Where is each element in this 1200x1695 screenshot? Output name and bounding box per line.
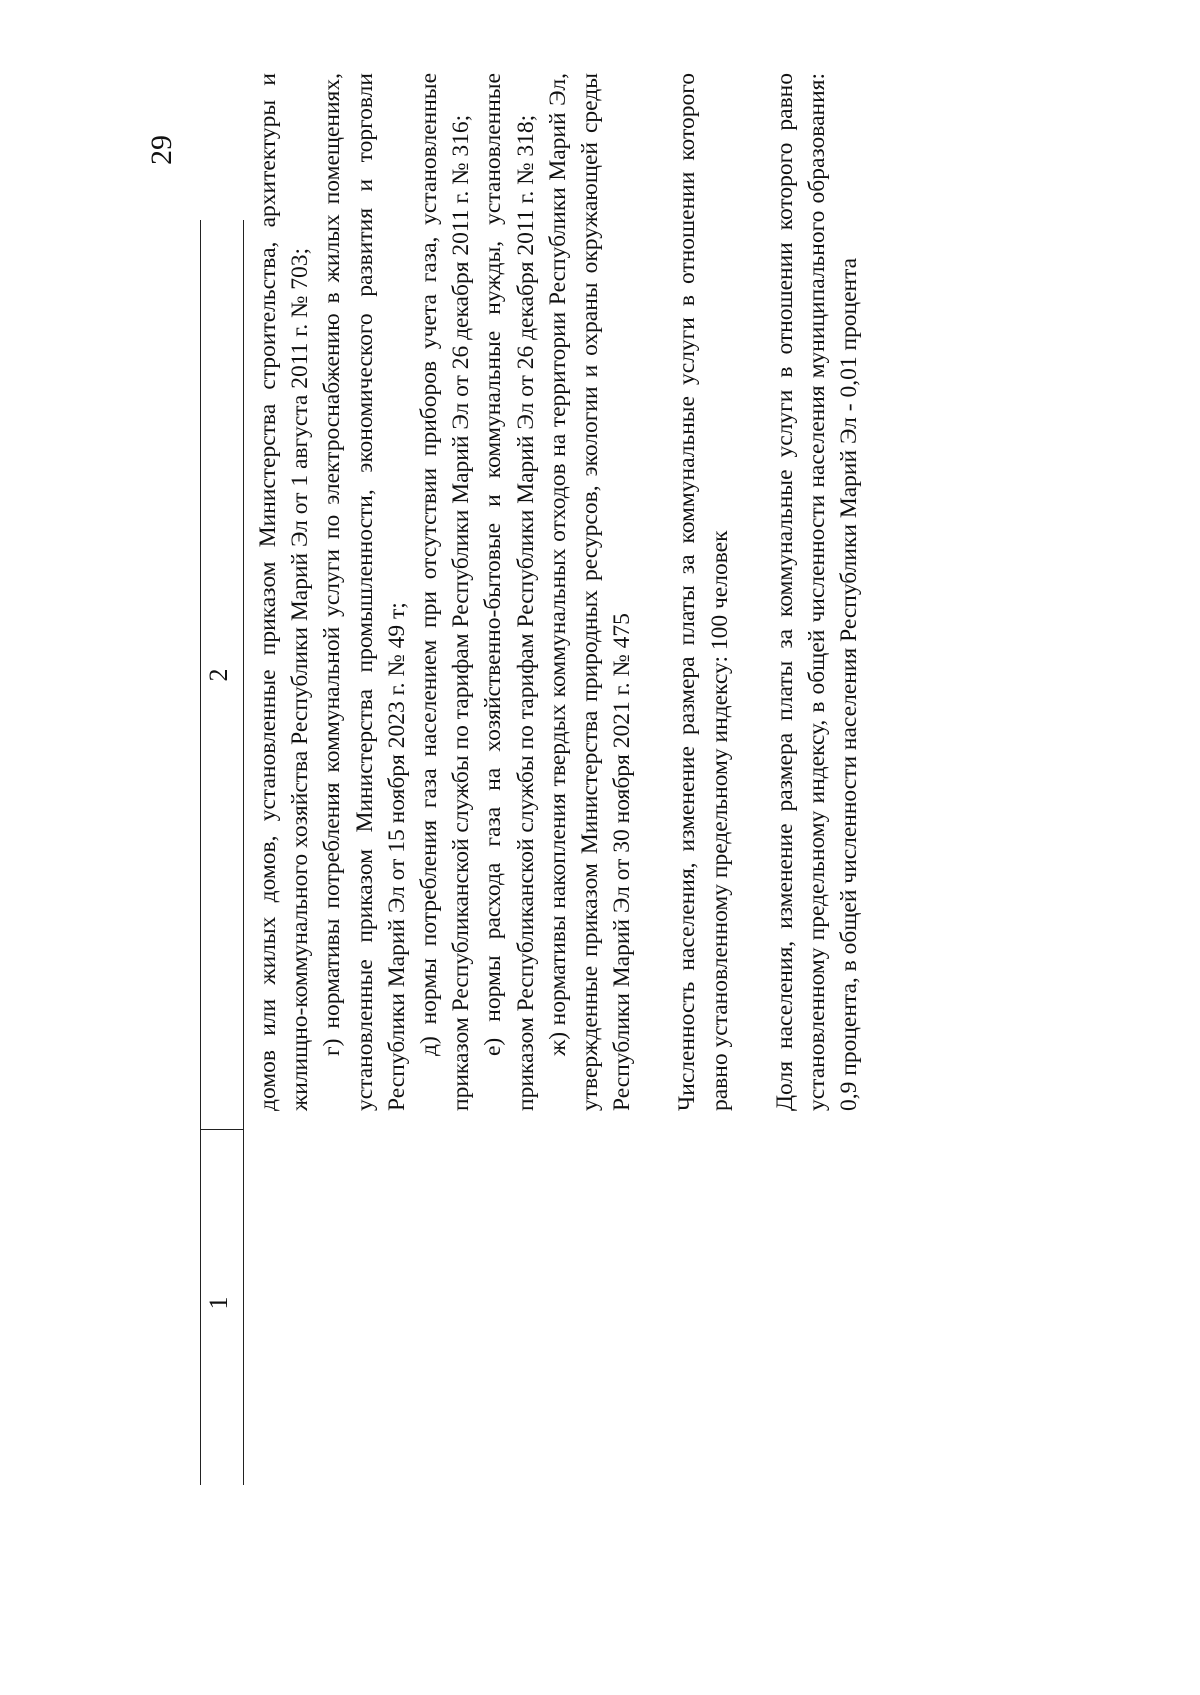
table-cell-column-2 — [252, 73, 865, 1111]
column-header-2: 2 — [204, 668, 233, 682]
paragraph-item-zh: ж) нормативы накопления твердых коммунальных отходов на территории Республики Марий Эл, утвержденные приказом Министерства природных ресурсов, экологии и охраны окружающей среды Республики Марий Эл от 30 ноября 2021 г. № 475 — [544, 73, 636, 1111]
paragraph-continuation: домов или жилых домов, установленные приказом Министерства строительства, архитектуры и жилищно-коммунального хозяйства Республики Марий Эл от 1 августа 2011 г. № 703; — [255, 73, 314, 1111]
paragraph-item-d: д) нормы потребления газа населением при отсутствии приборов учета газа, установленные приказом Республиканской службы по тарифам Республики Марий Эл от 26 декабря 2011 г. № 316; — [416, 73, 475, 1111]
paragraph-population-share: Доля населения, изменение размера платы за коммунальные услуги в отношении которого равно установленному предельному индексу, в общей численности населения муниципального образования: 0,9 процента, в общей численности населения Республики Марий Эл - 0,01 процента — [771, 73, 863, 1111]
table-top-border — [200, 220, 201, 1485]
paragraph-population-count: Численность населения, изменение размера платы за коммунальные услуги в отношении которого равно установленному предельному индексу: 100 человек — [674, 73, 733, 1111]
paragraph-item-e: е) нормы расхода газа на хозяйственно-бытовые и коммунальные нужды, установленные приказом Республиканской службы по тарифам Республики Марий Эл от 26 декабря 2011 г. № 318; — [480, 73, 539, 1111]
column-header-1: 1 — [204, 1296, 233, 1310]
table-header-border — [243, 220, 244, 1485]
paragraph-item-g: г) нормативы потребления коммунальной услуги по электроснабжению в жилых помещениях, установленные приказом Министерства промышленности, экономического развития и торговли Республики Марий Эл от 15 ноября 2023 г. № 49 т; — [319, 73, 410, 1111]
column-divider — [200, 1129, 244, 1130]
page-number: 29 — [145, 135, 178, 165]
